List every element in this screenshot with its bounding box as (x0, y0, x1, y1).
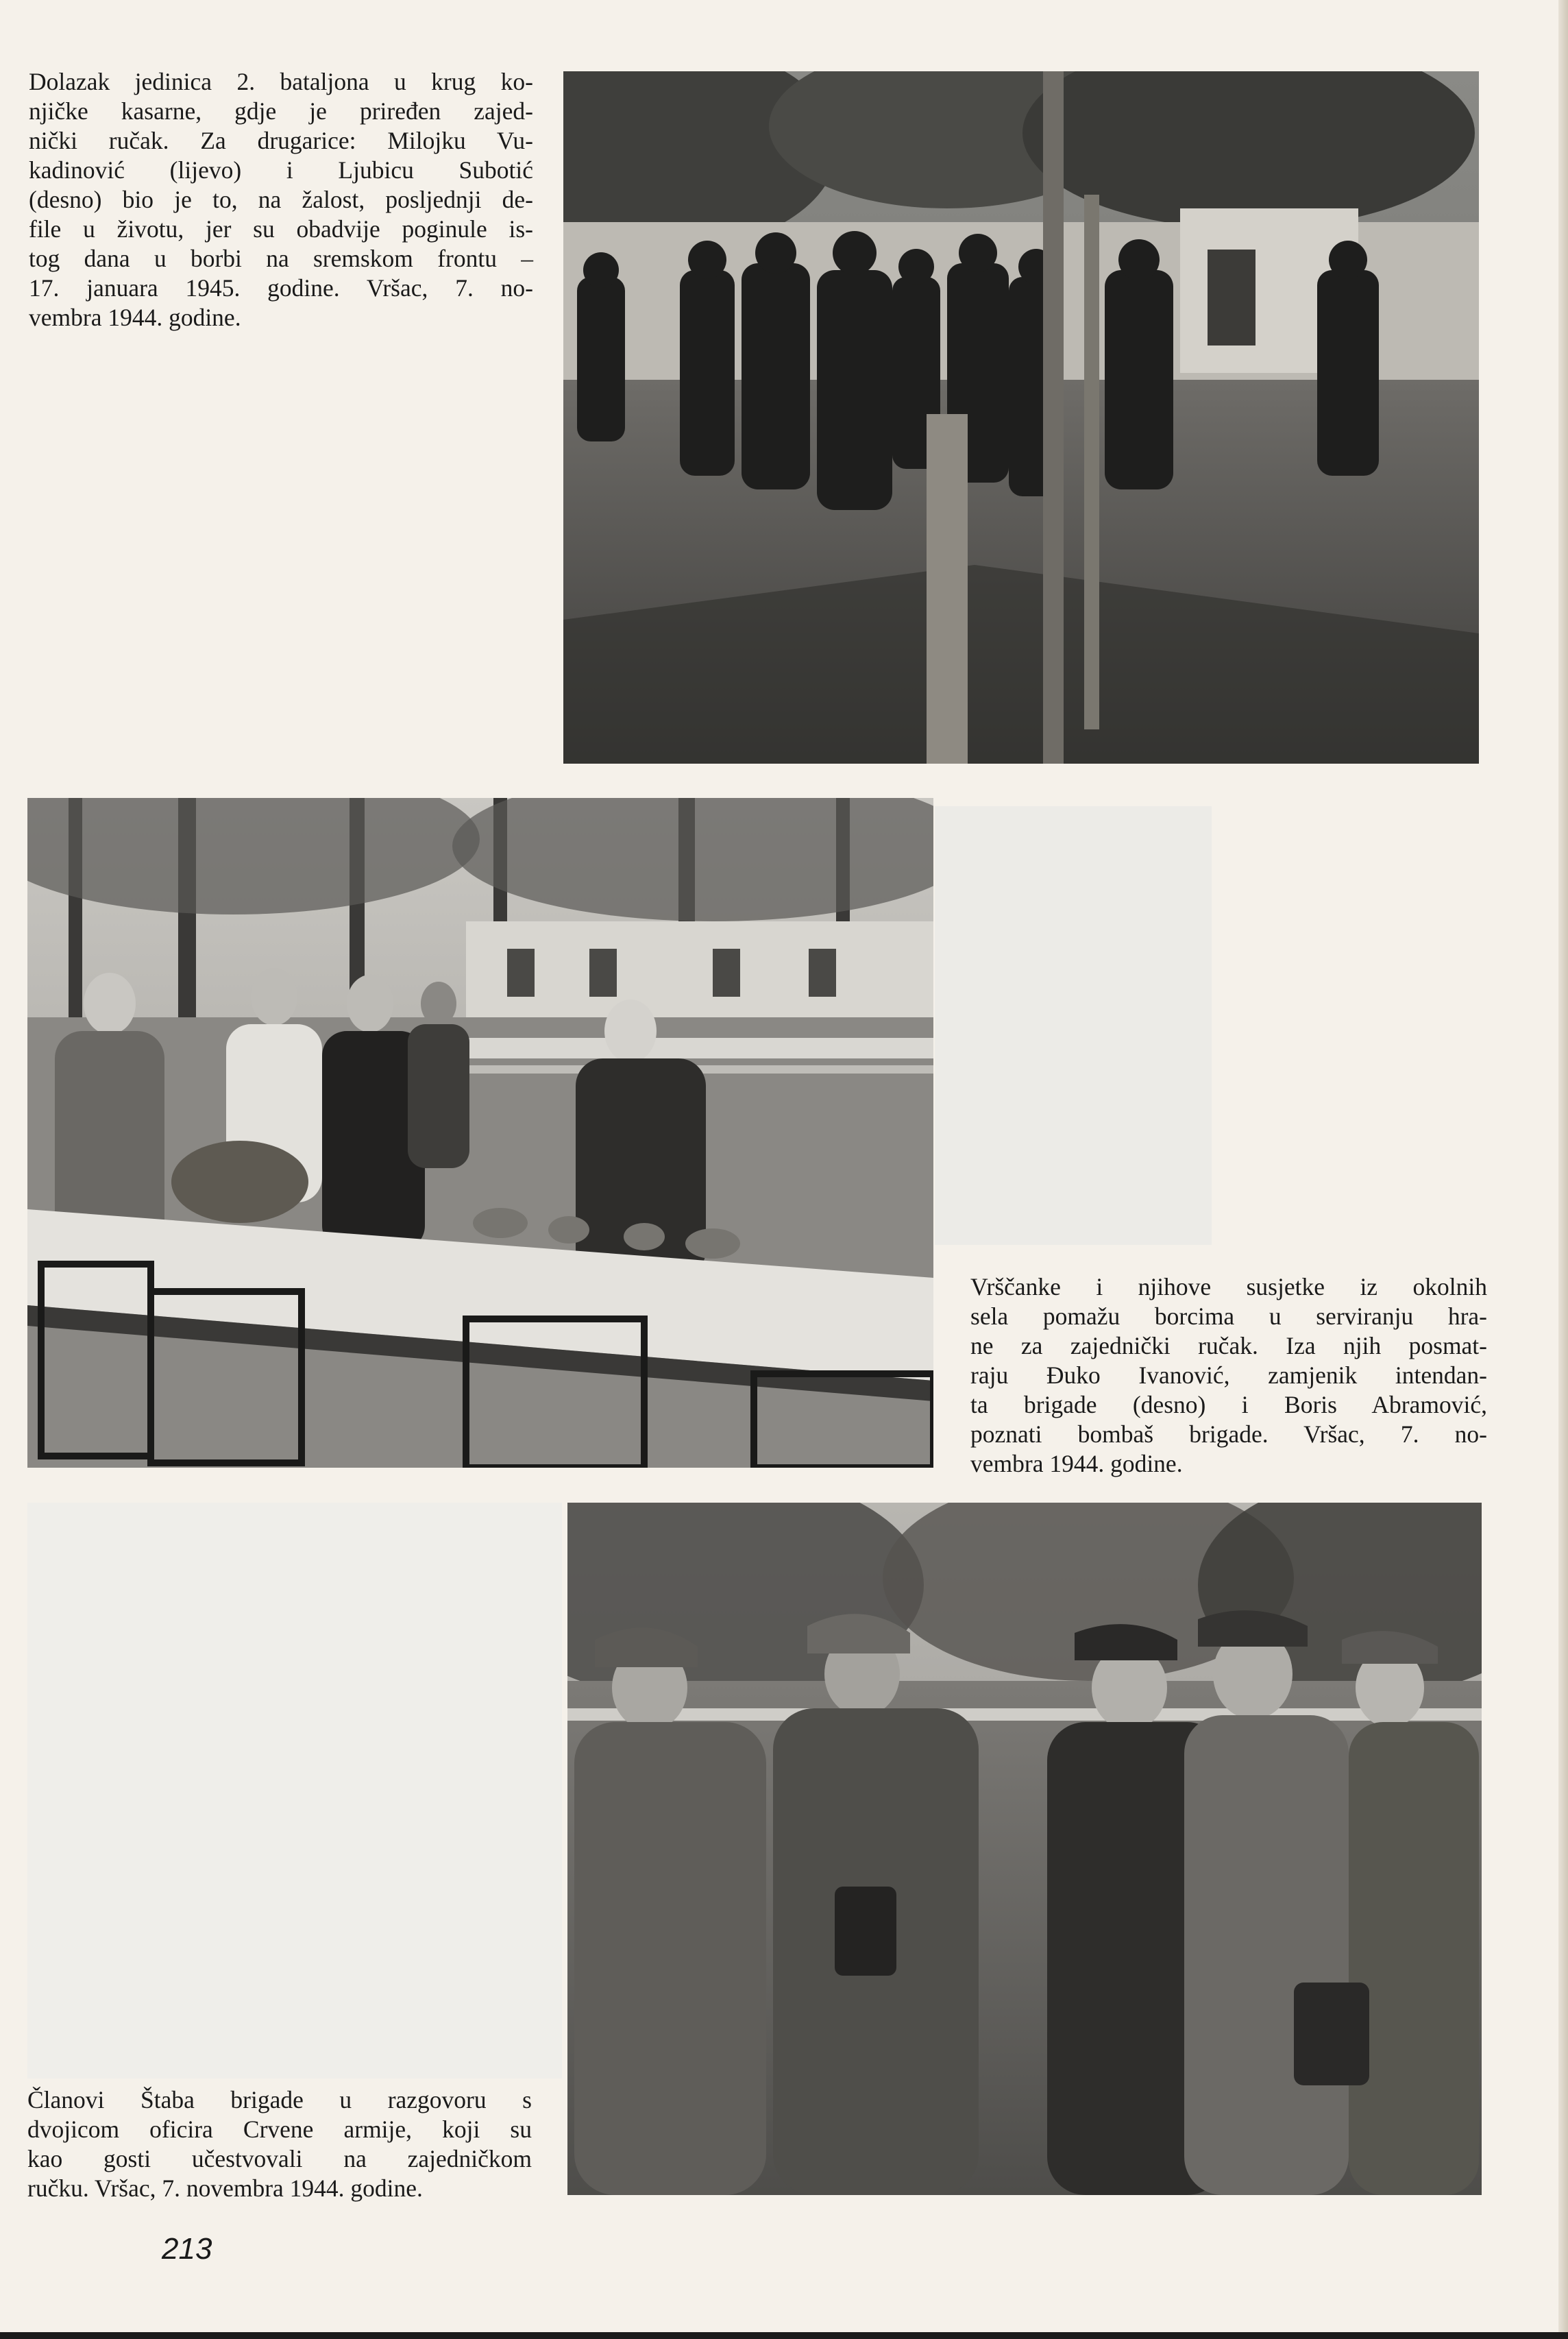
page-number: 213 (162, 2232, 212, 2266)
caption-line: 17. januara 1945. godine. Vršac, 7. no- (29, 274, 533, 302)
caption-top (29, 67, 533, 332)
caption-line: tog dana u borbi na sremskom frontu – (29, 245, 533, 272)
photo-officers-conversation (567, 1503, 1482, 2195)
caption-line: Članovi Štaba brigade u razgovoru s (27, 2086, 532, 2113)
caption-line: vembra 1944. godine. (29, 304, 241, 331)
caption-line: kao gosti učestvovali na zajedničkom (27, 2145, 532, 2172)
photo-women-serving (27, 798, 933, 1468)
caption-line: ta brigade (desno) i Boris Abramović, (970, 1391, 1487, 1418)
caption-line: ne za zajednički ručak. Iza njih posmat- (970, 1332, 1487, 1359)
caption-line: Vrščanke i njihove susjetke iz okolnih (970, 1273, 1487, 1300)
caption-line: vembra 1944. godine. (970, 1450, 1183, 1477)
caption-bottom (27, 2085, 532, 2203)
caption-line: raju Đuko Ivanović, zamjenik intendan- (970, 1361, 1487, 1389)
caption-middle (970, 1272, 1487, 1479)
caption-line: kadinović (lijevo) i Ljubicu Subotić (29, 156, 533, 184)
caption-line: poznati bombaš brigade. Vršac, 7. no- (970, 1420, 1487, 1448)
caption-line: sela pomažu borcima u serviranju hra- (970, 1302, 1487, 1330)
caption-line: ručku. Vršac, 7. novembra 1944. godine. (27, 2174, 423, 2202)
caption-line: dvojicom oficira Crvene armije, koji su (27, 2116, 532, 2143)
photo-marching-soldiers (563, 71, 1479, 764)
caption-line: nički ručak. Za drugarice: Milojku Vu- (29, 127, 533, 154)
caption-line: file u životu, jer su obadvije poginule is- (29, 215, 533, 243)
faint-panel (935, 806, 1212, 1245)
caption-line: Dolazak jedinica 2. bataljona u krug ko- (29, 68, 533, 95)
caption-line: njičke kasarne, gdje je priređen zajed- (29, 97, 533, 125)
caption-line: (desno) bio je to, na žalost, posljednji de- (29, 186, 533, 213)
faint-panel-left (27, 1503, 562, 2079)
page-edge (1558, 0, 1568, 2339)
scan-border (0, 2332, 1568, 2339)
